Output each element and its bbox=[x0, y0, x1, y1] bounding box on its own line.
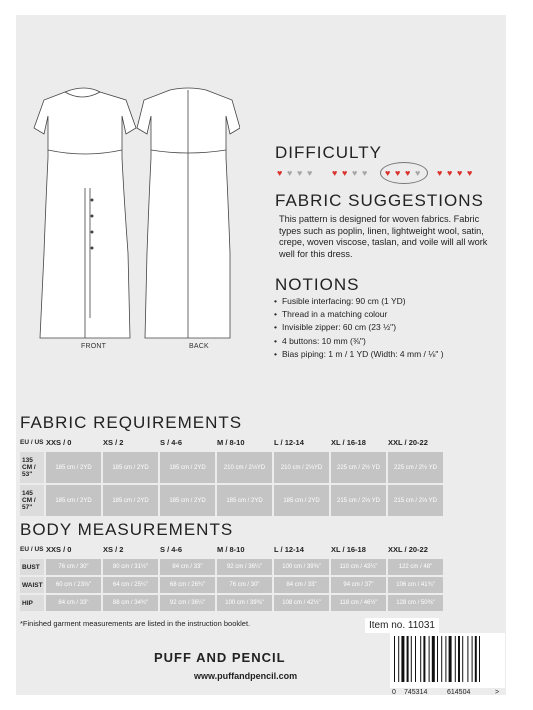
barcode-bar bbox=[394, 636, 395, 682]
barcode-bar bbox=[449, 636, 452, 682]
row-label: 135 CM / 53" bbox=[20, 452, 44, 483]
barcode-bar bbox=[429, 636, 430, 682]
heart-icon: ♥ bbox=[457, 168, 463, 178]
table-cell: 60 cm / 23⅝" bbox=[46, 577, 101, 593]
table-row bbox=[20, 485, 443, 516]
front-dress bbox=[34, 88, 136, 338]
table-header-row bbox=[20, 435, 443, 450]
body-measurements-table bbox=[18, 540, 445, 613]
table-cell: 225 cm / 2½ YD bbox=[388, 452, 443, 483]
footnote: *Finished garment measurements are listed in the instruction booklet. bbox=[20, 619, 251, 628]
header-cell: M / 8-10 bbox=[217, 545, 245, 554]
table-row bbox=[20, 559, 443, 575]
row-label: BUST bbox=[20, 559, 44, 575]
barcode-bar bbox=[441, 636, 442, 682]
header-cell: L / 12-14 bbox=[274, 545, 304, 554]
header-cell: XL / 16-18 bbox=[331, 545, 366, 554]
heart-icon: ♥ bbox=[362, 168, 368, 178]
table-cell: 215 cm / 2⅓ YD bbox=[331, 485, 386, 516]
heart-icon: ♥ bbox=[415, 168, 421, 178]
barcode-bar bbox=[415, 636, 416, 682]
notion-item: • Invisible zipper: 60 cm (23 ½") bbox=[274, 321, 444, 334]
table-row bbox=[20, 577, 443, 593]
notion-item: • Thread in a matching colour bbox=[274, 308, 444, 321]
row-label: 145 CM / 57" bbox=[20, 485, 44, 516]
fabric-requirements-table bbox=[18, 433, 445, 518]
difficulty-heading: DIFFICULTY bbox=[275, 143, 382, 162]
heart-icon: ♥ bbox=[395, 168, 401, 178]
header-cell: L / 12-14 bbox=[274, 438, 304, 447]
table-cell: 100 cm / 39⅜" bbox=[217, 595, 272, 611]
barcode bbox=[390, 633, 505, 688]
table-cell: 185 cm / 2YD bbox=[160, 485, 215, 516]
table-cell: 185 cm / 2YD bbox=[46, 485, 101, 516]
header-cell: XXS / 0 bbox=[46, 545, 72, 554]
barcode-bar bbox=[423, 636, 425, 682]
table-cell: 76 cm / 30" bbox=[46, 559, 101, 575]
notions-heading: NOTIONS bbox=[275, 275, 360, 294]
brand-name: PUFF AND PENCIL bbox=[154, 650, 286, 665]
header-cell: XS / 2 bbox=[103, 438, 124, 447]
header-cell: XXS / 0 bbox=[46, 438, 72, 447]
heart-icon: ♥ bbox=[352, 168, 358, 178]
row-label: HIP bbox=[20, 595, 44, 611]
header-cell: XS / 2 bbox=[103, 545, 124, 554]
dress-illustration bbox=[30, 78, 240, 348]
barcode-bar bbox=[475, 636, 477, 682]
barcode-bar bbox=[411, 636, 412, 682]
heart-icon: ♥ bbox=[385, 168, 391, 178]
barcode-digit-right: > bbox=[495, 689, 500, 696]
table-cell: 84 cm / 33" bbox=[274, 577, 329, 593]
barcode-bar bbox=[407, 636, 409, 682]
barcode-bar bbox=[458, 636, 460, 682]
table-cell: 84 cm / 33" bbox=[46, 595, 101, 611]
barcode-bar bbox=[455, 636, 456, 682]
table-cell: 185 cm / 2YD bbox=[160, 452, 215, 483]
table-cell: 68 cm / 26¾" bbox=[160, 577, 215, 593]
heart-icon: ♥ bbox=[405, 168, 411, 178]
barcode-bar bbox=[445, 636, 446, 682]
table-cell: 185 cm / 2YD bbox=[46, 452, 101, 483]
table-row bbox=[20, 595, 443, 611]
header-cell: EU / US bbox=[20, 439, 44, 446]
table-cell: 185 cm / 2YD bbox=[217, 485, 272, 516]
row-label: WAIST bbox=[20, 577, 44, 593]
barcode-bar bbox=[462, 636, 463, 682]
table-cell: 108 cm / 42½" bbox=[274, 595, 329, 611]
header-cell: S / 4-6 bbox=[160, 545, 183, 554]
header-cell: M / 8-10 bbox=[217, 438, 245, 447]
heart-icon: ♥ bbox=[447, 168, 453, 178]
table-cell: 80 cm / 31½" bbox=[103, 559, 158, 575]
barcode-bar bbox=[479, 636, 480, 682]
table-cell: 106 cm / 41¾" bbox=[388, 577, 443, 593]
heart-icon: ♥ bbox=[297, 168, 303, 178]
fabric-suggestions-heading: FABRIC SUGGESTIONS bbox=[275, 191, 484, 210]
table-cell: 215 cm / 2⅓ YD bbox=[388, 485, 443, 516]
heart-icon: ♥ bbox=[467, 168, 473, 178]
table-cell: 76 cm / 30" bbox=[217, 577, 272, 593]
back-dress bbox=[137, 88, 240, 338]
table-cell: 94 cm / 37" bbox=[331, 577, 386, 593]
table-cell: 185 cm / 2YD bbox=[103, 452, 158, 483]
header-cell: S / 4-6 bbox=[160, 438, 183, 447]
table-cell: 210 cm / 2⅓YD bbox=[274, 452, 329, 483]
table-cell: 84 cm / 33" bbox=[160, 559, 215, 575]
header-cell: XXL / 20-22 bbox=[388, 545, 428, 554]
barcode-bar bbox=[401, 636, 404, 682]
table-cell: 185 cm / 2YD bbox=[103, 485, 158, 516]
header-cell: XL / 16-18 bbox=[331, 438, 366, 447]
fabric-requirements-heading: FABRIC REQUIREMENTS bbox=[20, 413, 243, 432]
barcode-digits-2: 614504 bbox=[447, 689, 471, 696]
barcode-bar bbox=[472, 636, 473, 682]
table-cell: 185 cm / 2YD bbox=[274, 485, 329, 516]
table-row bbox=[20, 452, 443, 483]
table-cell: 122 cm / 48" bbox=[388, 559, 443, 575]
table-cell: 92 cm / 36¼" bbox=[217, 559, 272, 575]
barcode-bar bbox=[420, 636, 421, 682]
notions-list bbox=[274, 295, 444, 361]
table-cell: 88 cm / 34¾" bbox=[103, 595, 158, 611]
barcode-bar bbox=[467, 636, 468, 682]
table-header-row bbox=[20, 542, 443, 557]
notion-item: • Fusible interfacing: 90 cm (1 YD) bbox=[274, 295, 444, 308]
notion-item: • 4 buttons: 10 mm (⅜") bbox=[274, 335, 444, 348]
fabric-suggestions-text: This pattern is designed for woven fabrics. Fabric types such as poplin, linen, lightweight wool, satin, crepe, woven viscose, taslan, and voile will all work well for this dress. bbox=[279, 214, 488, 259]
heart-icon: ♥ bbox=[277, 168, 283, 178]
table-cell: 118 cm / 46½" bbox=[331, 595, 386, 611]
header-cell: XXL / 20-22 bbox=[388, 438, 428, 447]
heart-icon: ♥ bbox=[342, 168, 348, 178]
table-cell: 128 cm / 50⅜" bbox=[388, 595, 443, 611]
barcode-digits-1: 745314 bbox=[404, 689, 428, 696]
back-label: BACK bbox=[189, 343, 209, 350]
table-cell: 92 cm / 36¼" bbox=[160, 595, 215, 611]
heart-icon: ♥ bbox=[307, 168, 313, 178]
table-cell: 64 cm / 25¼" bbox=[103, 577, 158, 593]
table-cell: 225 cm / 2½ YD bbox=[331, 452, 386, 483]
difficulty-selected-ring bbox=[380, 162, 428, 184]
table-cell: 210 cm / 2⅓YD bbox=[217, 452, 272, 483]
front-label: FRONT bbox=[81, 343, 107, 350]
website-link[interactable]: www.puffandpencil.com bbox=[194, 671, 298, 681]
body-measurements-heading: BODY MEASUREMENTS bbox=[20, 520, 234, 539]
heart-icon: ♥ bbox=[332, 168, 338, 178]
item-number: Item no. 11031 bbox=[365, 618, 439, 633]
barcode-bar bbox=[437, 636, 438, 682]
header-cell: EU / US bbox=[20, 546, 44, 553]
table-cell: 110 cm / 43¼" bbox=[331, 559, 386, 575]
table-cell: 100 cm / 39⅜" bbox=[274, 559, 329, 575]
barcode-bar bbox=[398, 636, 399, 682]
barcode-bar bbox=[432, 636, 435, 682]
heart-icon: ♥ bbox=[437, 168, 443, 178]
barcode-digit-left: 0 bbox=[392, 689, 396, 696]
heart-icon: ♥ bbox=[287, 168, 293, 178]
notion-item: • Bias piping: 1 m / 1 YD (Width: 4 mm / ⅛" ) bbox=[274, 348, 444, 361]
